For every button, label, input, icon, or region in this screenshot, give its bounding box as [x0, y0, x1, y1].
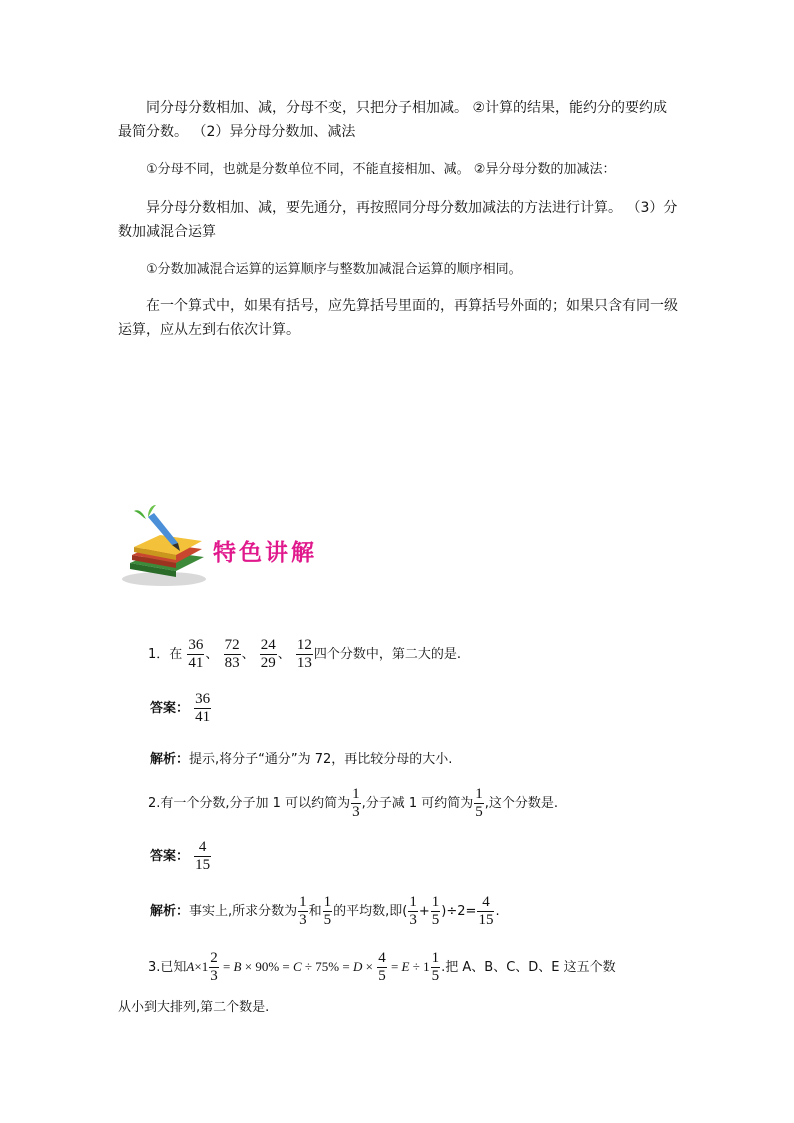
paragraph-4: ①分数加减混合运算的运算顺序与整数加减混合运算的顺序相同。 — [146, 262, 522, 277]
answer-label: 答案： — [150, 849, 190, 864]
paragraph-5: 在一个算式中，如果有括号，应先算括号里面的，再算括号外面的；如果只含有同一级运算，应从左到右依次计算。 — [118, 298, 678, 338]
fraction: $\frac{12}{13}$ — [296, 637, 312, 671]
paragraph-2: ①分母不同，也就是分数单位不同，不能直接相加、减。 ②异分母分数的加减法： — [146, 162, 616, 177]
fraction: $\frac{1}{3}$ — [409, 894, 417, 928]
paragraph-1: 同分母分数相加、减，分母不变，只把分子相加减。 ②计算的结果，能约分的要约成最简分数。 （2）异分母分数加、减法 — [118, 100, 667, 140]
fraction: $\frac{1}{5}$ — [431, 894, 440, 928]
section-title: 特色讲解 — [213, 540, 317, 566]
fraction: $\frac{1}{3}$ — [299, 894, 307, 928]
fraction: $\frac{2}{3}$ — [210, 950, 218, 984]
fraction: $\frac{1}{5}$ — [323, 894, 332, 928]
text-block — [118, 294, 678, 342]
question-3-line-2: 从小到大排列,第二个数是. — [118, 1000, 270, 1015]
question-2: 2.有一个分数,分子加 1 可以约简为 $\frac{1}{3}$ ,分子减 1 可约简为 $\frac{1}{5}$ ,这个分数是. — [148, 786, 559, 820]
fraction: $\frac{24}{29}$ — [260, 637, 276, 671]
book-pencil-icon — [118, 505, 210, 587]
analysis-label: 解析： — [150, 904, 190, 919]
q1-analysis — [150, 750, 452, 770]
paragraph-3: 异分母分数相加、减，要先通分，再按照同分母分数加减法的方法进行计算。 （3）分数加减混合运算 — [118, 200, 678, 240]
fraction: $\frac{1}{5}$ — [475, 786, 483, 820]
text-block — [118, 158, 678, 182]
fraction: $\frac{36}{41}$ — [188, 637, 204, 671]
text-block — [118, 96, 678, 144]
fraction: $\frac{1}{5}$ — [431, 950, 440, 984]
question-1: 1．在 $\frac{36}{41}$ 、 $\frac{72}{83}$ 、 $\frac{24}{29}$ 、 $\frac{12}{13}$ 四个分数中，第二大的是. — [148, 637, 462, 671]
q1-prefix: 1．在 — [148, 647, 183, 662]
fraction: $\frac{72}{83}$ — [224, 637, 240, 671]
analysis-label: 解析： — [150, 752, 190, 767]
q2-analysis: 解析：事实上,所求分数为 $\frac{1}{3}$ 和 $\frac{1}{5}$ 的平均数,即( $\frac{1}{3}$ + $\frac{1}{5}$ )÷2= $\frac{4}{15}$ . — [150, 894, 500, 928]
text-block — [118, 196, 678, 244]
answer-label: 答案： — [150, 701, 190, 716]
answer-fraction: $\frac{36}{41}$ — [195, 691, 211, 725]
fraction: $\frac{1}{3}$ — [352, 786, 360, 820]
fraction: $\frac{4}{5}$ — [378, 950, 386, 984]
fraction: $\frac{4}{15}$ — [478, 894, 494, 928]
q1-answer — [150, 691, 212, 726]
q2-answer — [150, 839, 212, 874]
question-3: 3.已知A×1 $\frac{2}{3}$ = B × 90% = C ÷ 75% = D × $\frac{4}{5}$ = E ÷ 1 $\frac{1}{5}$ .把 A、B、C、D、E 这五个数 — [148, 950, 616, 984]
answer-fraction: $\frac{4}{15}$ — [195, 839, 211, 873]
analysis-text: 提示,将分子“通分”为 72，再比较分母的大小. — [189, 752, 453, 767]
text-block — [118, 258, 678, 282]
q1-suffix: 四个分数中，第二大的是. — [313, 647, 462, 662]
